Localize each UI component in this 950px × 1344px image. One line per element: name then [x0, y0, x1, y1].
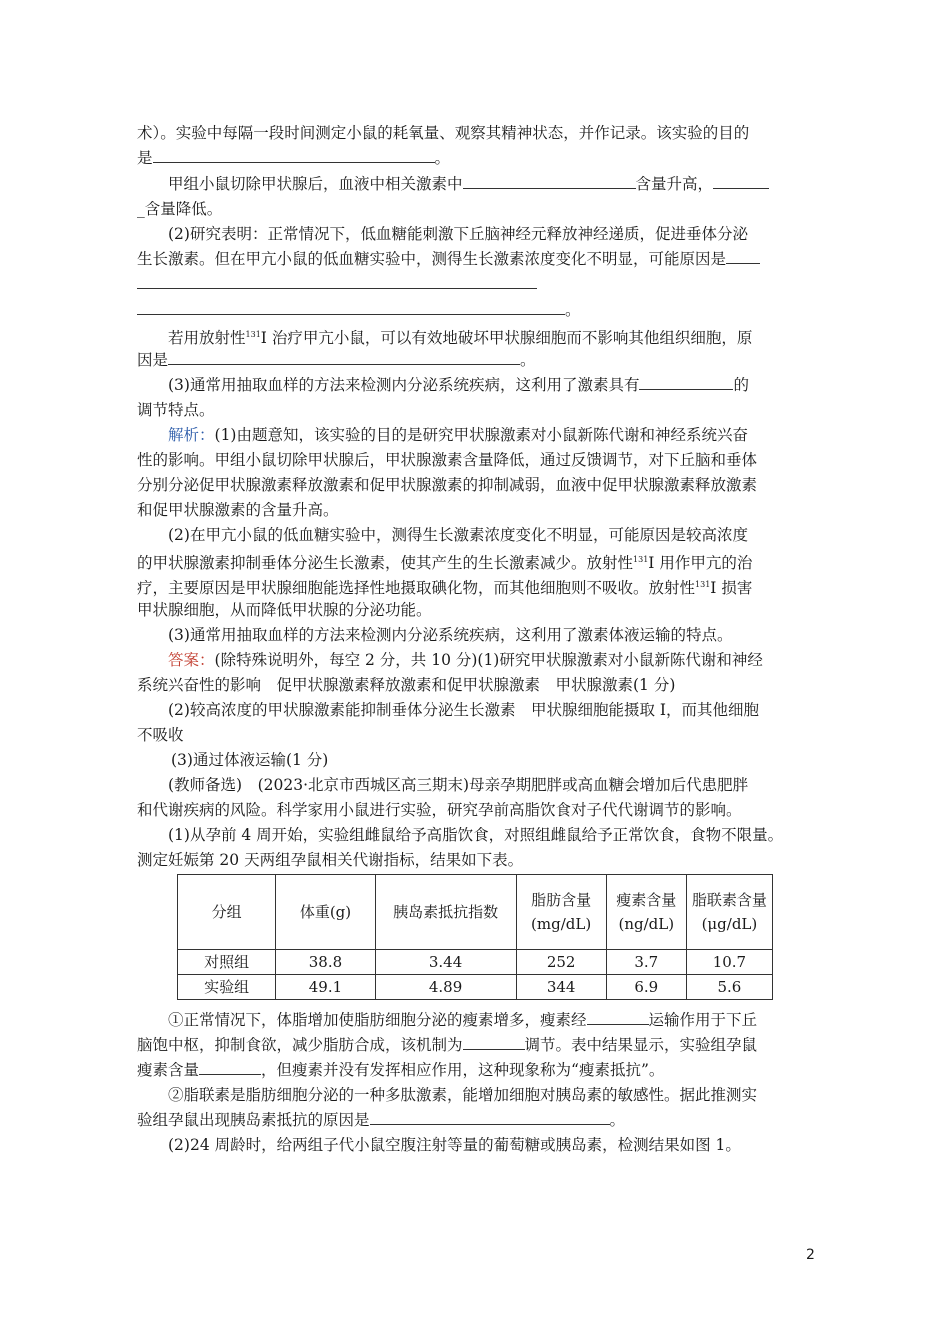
text-line: 不吸收 [137, 726, 184, 744]
answer-blank[interactable] [463, 1033, 525, 1050]
text-line [168, 423, 748, 447]
text-fragment: 运输作用于下丘 [648, 1011, 758, 1029]
table-cell: 对照组 [178, 950, 276, 975]
text-fragment: 因是 [137, 351, 169, 369]
answer-blank[interactable] [370, 1108, 610, 1125]
superscript: 131 [695, 580, 711, 589]
table-cell: 4.89 [375, 975, 516, 1000]
table-cell: 实验组 [178, 975, 276, 1000]
answer-blank[interactable] [639, 373, 733, 390]
answer-blank[interactable] [137, 298, 565, 315]
analysis-label: 解析： [168, 426, 215, 444]
text-fragment: 。 [609, 1111, 626, 1129]
table-cell: 10.7 [686, 950, 772, 975]
text-line: 系统兴奋性的影响 促甲状腺激素释放激素和促甲状腺激素 甲状腺激素(1 分) [137, 676, 676, 694]
table-row [178, 975, 773, 1000]
text-fragment: 的 [733, 376, 749, 394]
text-line: (2)在甲亢小鼠的低血糖实验中，测得生长激素浓度变化不明显，可能原因是较高浓度 [168, 526, 748, 544]
text-line [137, 1058, 664, 1082]
text-line: (2)24 周龄时，给两组子代小鼠空腹注射等量的葡萄糖或胰岛素，检测结果如图 1。 [168, 1136, 741, 1154]
text-fragment: 瘦素含量 [137, 1061, 200, 1079]
text-line: 和代谢疾病的风险。科学家用小鼠进行实验，研究孕前高脂饮食对子代代谢调节的影响。 [137, 801, 742, 819]
text-line [168, 1008, 757, 1032]
text-fragment: 生长激素。但在甲亢小鼠的低血糖实验中，测得生长激素浓度变化不明显，可能原因是 [137, 250, 727, 268]
text-fragment: 的甲状腺激素抑制垂体分泌生长激素，使其产生的生长激素减少。放射性 [137, 554, 634, 572]
text-fragment: 脑饱中枢，抑制食欲，减少脂肪合成，该机制为 [137, 1036, 463, 1054]
text-fragment: (1)由题意知，该实验的目的是研究甲状腺激素对小鼠新陈代谢和神经系统兴奋 [214, 426, 748, 444]
table-header-cell: 脂联素含量(μg/dL) [686, 875, 772, 950]
table-cell: 38.8 [276, 950, 375, 975]
table-header-cell: 胰岛素抵抗指数 [375, 875, 516, 950]
text-line: 分别分泌促甲状腺激素释放激素和促甲状腺激素的抑制减弱，血液中促甲状腺激素释放激素 [137, 476, 758, 494]
table-cell: 3.44 [375, 950, 516, 975]
text-line [137, 1033, 757, 1057]
text-fragment: 疗，主要原因是甲状腺细胞能选择性地摄取碘化物，而其他细胞则不吸收。放射性 [137, 579, 696, 597]
text-line [137, 548, 752, 575]
text-line [168, 648, 763, 672]
superscript: 131 [633, 555, 649, 564]
page-number: 2 [806, 1247, 815, 1263]
text-fragment: (除特殊说明外，每空 2 分，共 10 分)(1)研究甲状腺激素对小鼠新陈代谢和神经 [214, 651, 763, 669]
answer-blank[interactable] [726, 247, 760, 264]
text-line: (教师备选) (2023·北京市西城区高三期末)母亲孕期肥胖或高血糖会增加后代患肥胖 [168, 776, 749, 794]
text-fragment: 含量升高， [635, 175, 714, 193]
answer-blank[interactable] [713, 172, 769, 189]
text-line [137, 272, 537, 296]
table-cell: 252 [516, 950, 606, 975]
text-line: 测定妊娠第 20 天两组孕鼠相关代谢指标，结果如下表。 [137, 851, 524, 869]
text-line: 甲状腺细胞，从而降低甲状腺的分泌功能。 [137, 601, 432, 619]
table-header-cell: 脂肪含量(mg/dL) [516, 875, 606, 950]
text-line: 和促甲状腺激素的含量升高。 [137, 501, 339, 519]
text-line [137, 1108, 625, 1132]
answer-blank[interactable] [153, 146, 435, 163]
table-cell: 3.7 [606, 950, 686, 975]
answer-label: 答案： [168, 651, 215, 669]
text-line [137, 348, 536, 372]
text-line: _含量降低。 [137, 200, 223, 218]
table-cell: 344 [516, 975, 606, 1000]
text-line: 性的影响。甲组小鼠切除甲状腺后，甲状腺激素含量降低，通过反馈调节，对下丘脑和垂体 [137, 451, 758, 469]
text-line [137, 573, 752, 600]
text-fragment: I 治疗甲亢小鼠，可以有效地破坏甲状腺细胞而不影响其他组织细胞，原 [260, 329, 753, 347]
text-fragment: ，但瘦素并没有发挥相应作用，这种现象称为“瘦素抵抗”。 [261, 1061, 665, 1079]
answer-blank[interactable] [463, 172, 636, 189]
text-line [168, 373, 749, 397]
table-row [178, 950, 773, 975]
data-table [177, 874, 773, 1000]
table-cell: 6.9 [606, 975, 686, 1000]
text-line: (2)研究表明：正常情况下，低血糖能刺激下丘脑神经元释放神经递质，促进垂体分泌 [168, 225, 748, 243]
text-fragment: 。 [434, 149, 451, 167]
text-fragment: 是 [137, 149, 153, 167]
text-line: 调节特点。 [137, 401, 215, 419]
table-header-cell: 体重(g) [276, 875, 375, 950]
table-header-row [178, 875, 773, 950]
text-fragment: 。 [565, 301, 581, 319]
table-header-cell: 分组 [178, 875, 276, 950]
text-line [137, 247, 760, 271]
text-line [168, 172, 769, 196]
text-fragment: I 用作甲亢的治 [648, 554, 753, 572]
superscript: 131 [245, 330, 261, 339]
text-fragment: 甲组小鼠切除甲状腺后，血液中相关激素中 [168, 175, 463, 193]
text-line [137, 298, 581, 322]
text-fragment: 若用放射性 [168, 329, 246, 347]
text-fragment: (3)通常用抽取血样的方法来检测内分泌系统疾病，这利用了激素具有 [168, 376, 640, 394]
table-cell: 5.6 [686, 975, 772, 1000]
text-fragment: 。 [520, 351, 536, 369]
text-fragment: 调节。表中结果显示，实验组孕鼠 [524, 1036, 758, 1054]
table-header-cell: 瘦素含量(ng/dL) [606, 875, 686, 950]
table-cell: 49.1 [276, 975, 375, 1000]
text-line: ②脂联素是脂肪细胞分泌的一种多肽激素，能增加细胞对胰岛素的敏感性。据此推测实 [168, 1086, 758, 1104]
answer-blank[interactable] [137, 272, 537, 289]
answer-blank[interactable] [587, 1008, 649, 1025]
text-line [168, 323, 752, 350]
text-line: (2)较高浓度的甲状腺激素能抑制垂体分泌生长激素 甲状腺细胞能摄取 I，而其他细胞 [168, 701, 760, 719]
text-line: 术）。实验中每隔一段时间测定小鼠的耗氧量、观察其精神状态，并作记录。该实验的目的 [137, 124, 750, 142]
text-fragment: I 损害 [710, 579, 753, 597]
text-line [137, 146, 450, 170]
answer-blank[interactable] [199, 1058, 261, 1075]
answer-blank[interactable] [168, 348, 520, 365]
text-fragment: ①正常情况下，体脂增加使脂肪细胞分泌的瘦素增多，瘦素经 [168, 1011, 587, 1029]
text-line: (3)通过体液运输(1 分) [171, 751, 329, 769]
text-line: (1)从孕前 4 周开始，实验组雌鼠给予高脂饮食，对照组雌鼠给予正常饮食，食物不限量。 [168, 826, 784, 844]
text-line: (3)通常用抽取血样的方法来检测内分泌系统疾病，这利用了激素体液运输的特点。 [168, 626, 733, 644]
text-fragment: 验组孕鼠出现胰岛素抵抗的原因是 [137, 1111, 370, 1129]
